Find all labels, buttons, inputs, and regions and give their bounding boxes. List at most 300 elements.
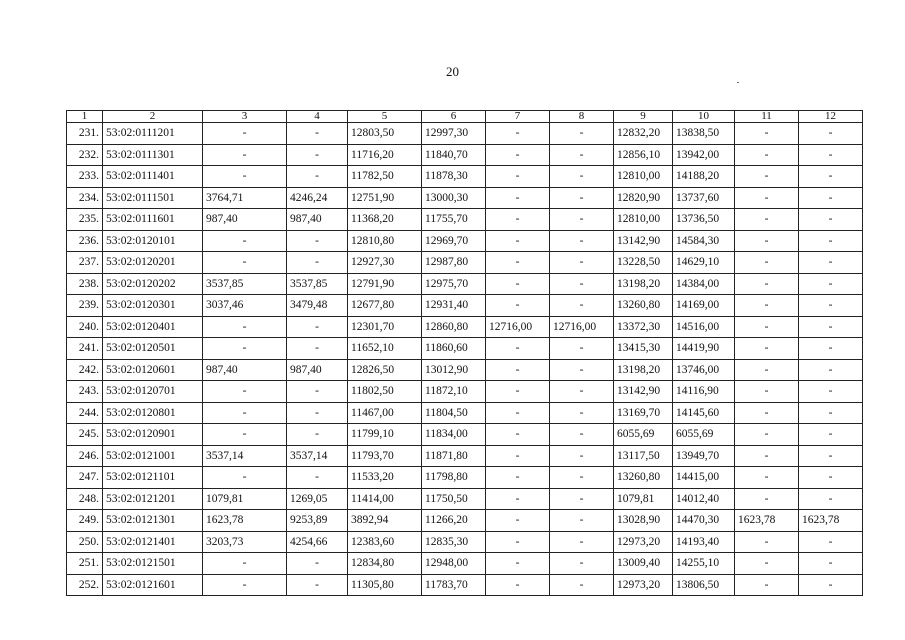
value-cell: -: [735, 381, 799, 403]
cadastral-number-cell: 53:02:0121101: [103, 467, 203, 489]
row-number-cell: 231.: [67, 123, 103, 145]
row-number-cell: 246.: [67, 445, 103, 467]
value-cell: 987,40: [203, 359, 287, 381]
row-number-cell: 242.: [67, 359, 103, 381]
value-cell: 12751,90: [348, 187, 422, 209]
value-cell: -: [203, 252, 287, 274]
value-cell: 13838,50: [673, 123, 735, 145]
value-cell: 987,40: [287, 359, 348, 381]
cadastral-number-cell: 53:02:0120401: [103, 316, 203, 338]
value-cell: -: [486, 166, 550, 188]
table-row: [67, 424, 863, 446]
value-cell: 11414,00: [348, 488, 422, 510]
value-cell: -: [735, 359, 799, 381]
value-cell: -: [735, 424, 799, 446]
value-cell: 12803,50: [348, 123, 422, 145]
value-cell: -: [550, 488, 614, 510]
table-row: [67, 445, 863, 467]
value-cell: 12301,70: [348, 316, 422, 338]
value-cell: 14145,60: [673, 402, 735, 424]
value-cell: -: [799, 424, 863, 446]
value-cell: 13746,00: [673, 359, 735, 381]
value-cell: -: [287, 123, 348, 145]
value-cell: -: [799, 166, 863, 188]
value-cell: -: [735, 553, 799, 575]
value-cell: -: [287, 316, 348, 338]
cadastral-number-cell: 53:02:0120701: [103, 381, 203, 403]
row-number-cell: 248.: [67, 488, 103, 510]
value-cell: 14255,10: [673, 553, 735, 575]
value-cell: 11533,20: [348, 467, 422, 489]
value-cell: -: [550, 187, 614, 209]
column-header: 5: [348, 111, 422, 123]
column-header: 10: [673, 111, 735, 123]
value-cell: -: [799, 209, 863, 231]
table-row: [67, 144, 863, 166]
value-cell: 11750,50: [422, 488, 486, 510]
value-cell: 14470,30: [673, 510, 735, 532]
value-cell: -: [287, 402, 348, 424]
value-cell: 12975,70: [422, 273, 486, 295]
value-cell: -: [799, 338, 863, 360]
table-row: [67, 553, 863, 575]
row-number-cell: 239.: [67, 295, 103, 317]
value-cell: -: [799, 230, 863, 252]
value-cell: 1623,78: [799, 510, 863, 532]
value-cell: -: [550, 445, 614, 467]
value-cell: 13260,80: [614, 467, 673, 489]
value-cell: -: [550, 424, 614, 446]
table-row: [67, 531, 863, 553]
value-cell: -: [550, 531, 614, 553]
column-header: 2: [103, 111, 203, 123]
value-cell: 14516,00: [673, 316, 735, 338]
value-cell: 3537,14: [203, 445, 287, 467]
value-cell: 11793,70: [348, 445, 422, 467]
column-header: 3: [203, 111, 287, 123]
value-cell: 14116,90: [673, 381, 735, 403]
cadastral-number-cell: 53:02:0120501: [103, 338, 203, 360]
value-cell: -: [486, 553, 550, 575]
scan-speck: [737, 82, 739, 83]
value-cell: 12860,80: [422, 316, 486, 338]
row-number-cell: 245.: [67, 424, 103, 446]
value-cell: -: [799, 445, 863, 467]
value-cell: 13737,60: [673, 187, 735, 209]
value-cell: -: [203, 381, 287, 403]
value-cell: -: [287, 144, 348, 166]
value-cell: 13942,00: [673, 144, 735, 166]
table-row: [67, 273, 863, 295]
value-cell: 13736,50: [673, 209, 735, 231]
column-header: 9: [614, 111, 673, 123]
value-cell: 14629,10: [673, 252, 735, 274]
row-number-cell: 252.: [67, 574, 103, 596]
value-cell: -: [486, 295, 550, 317]
value-cell: 12997,30: [422, 123, 486, 145]
row-number-cell: 241.: [67, 338, 103, 360]
value-cell: -: [735, 273, 799, 295]
cadastral-number-cell: 53:02:0121201: [103, 488, 203, 510]
table-row: [67, 359, 863, 381]
value-cell: 13228,50: [614, 252, 673, 274]
value-cell: -: [550, 273, 614, 295]
value-cell: 11834,00: [422, 424, 486, 446]
value-cell: 12973,20: [614, 574, 673, 596]
header-row: [67, 111, 863, 123]
value-cell: -: [486, 359, 550, 381]
value-cell: 12677,80: [348, 295, 422, 317]
value-cell: 4246,24: [287, 187, 348, 209]
table-row: [67, 230, 863, 252]
cadastral-number-cell: 53:02:0111401: [103, 166, 203, 188]
value-cell: -: [735, 531, 799, 553]
value-cell: 12820,90: [614, 187, 673, 209]
value-cell: -: [799, 144, 863, 166]
value-cell: -: [550, 295, 614, 317]
row-number-cell: 237.: [67, 252, 103, 274]
value-cell: -: [486, 209, 550, 231]
table-row: [67, 402, 863, 424]
value-cell: -: [486, 230, 550, 252]
row-number-cell: 235.: [67, 209, 103, 231]
value-cell: -: [799, 273, 863, 295]
value-cell: 13198,20: [614, 359, 673, 381]
table-row: [67, 381, 863, 403]
value-cell: -: [799, 295, 863, 317]
value-cell: -: [486, 381, 550, 403]
value-cell: -: [735, 144, 799, 166]
value-cell: -: [550, 381, 614, 403]
value-cell: 3764,71: [203, 187, 287, 209]
value-cell: 12927,30: [348, 252, 422, 274]
value-cell: -: [550, 209, 614, 231]
row-number-cell: 238.: [67, 273, 103, 295]
value-cell: -: [486, 488, 550, 510]
cadastral-number-cell: 53:02:0111501: [103, 187, 203, 209]
cadastral-number-cell: 53:02:0120301: [103, 295, 203, 317]
value-cell: 12969,70: [422, 230, 486, 252]
value-cell: -: [287, 166, 348, 188]
table-row: [67, 209, 863, 231]
value-cell: 14384,00: [673, 273, 735, 295]
value-cell: 12834,80: [348, 553, 422, 575]
value-cell: -: [486, 574, 550, 596]
value-cell: 13142,90: [614, 381, 673, 403]
value-cell: 12810,00: [614, 166, 673, 188]
row-number-cell: 234.: [67, 187, 103, 209]
value-cell: 12973,20: [614, 531, 673, 553]
value-cell: 11872,10: [422, 381, 486, 403]
value-cell: -: [735, 402, 799, 424]
value-cell: -: [550, 510, 614, 532]
value-cell: 11860,60: [422, 338, 486, 360]
table-row: [67, 123, 863, 145]
value-cell: -: [550, 144, 614, 166]
value-cell: 11716,20: [348, 144, 422, 166]
value-cell: -: [799, 402, 863, 424]
value-cell: -: [287, 381, 348, 403]
cadastral-number-cell: 53:02:0111201: [103, 123, 203, 145]
value-cell: 11878,30: [422, 166, 486, 188]
table-row: [67, 166, 863, 188]
value-cell: -: [486, 273, 550, 295]
value-cell: -: [550, 574, 614, 596]
table-row: [67, 510, 863, 532]
value-cell: -: [799, 187, 863, 209]
value-cell: 14193,40: [673, 531, 735, 553]
value-cell: -: [287, 424, 348, 446]
value-cell: 12948,00: [422, 553, 486, 575]
value-cell: -: [550, 402, 614, 424]
value-cell: 1269,05: [287, 488, 348, 510]
value-cell: -: [550, 230, 614, 252]
value-cell: -: [203, 144, 287, 166]
value-cell: -: [735, 230, 799, 252]
value-cell: -: [550, 467, 614, 489]
value-cell: -: [287, 338, 348, 360]
cadastral-number-cell: 53:02:0120202: [103, 273, 203, 295]
value-cell: -: [486, 123, 550, 145]
value-cell: 1079,81: [203, 488, 287, 510]
value-cell: 3537,85: [203, 273, 287, 295]
value-cell: -: [203, 424, 287, 446]
cadastral-number-cell: 53:02:0121001: [103, 445, 203, 467]
value-cell: -: [799, 553, 863, 575]
value-cell: 12987,80: [422, 252, 486, 274]
value-cell: -: [486, 252, 550, 274]
value-cell: 13000,30: [422, 187, 486, 209]
row-number-cell: 232.: [67, 144, 103, 166]
row-number-cell: 240.: [67, 316, 103, 338]
value-cell: -: [486, 467, 550, 489]
value-cell: -: [799, 381, 863, 403]
value-cell: -: [550, 166, 614, 188]
row-number-cell: 250.: [67, 531, 103, 553]
value-cell: 14169,00: [673, 295, 735, 317]
value-cell: 13372,30: [614, 316, 673, 338]
row-number-cell: 244.: [67, 402, 103, 424]
value-cell: -: [550, 359, 614, 381]
value-cell: 13012,90: [422, 359, 486, 381]
value-cell: -: [799, 488, 863, 510]
cadastral-number-cell: 53:02:0121601: [103, 574, 203, 596]
table-row: [67, 488, 863, 510]
row-number-cell: 247.: [67, 467, 103, 489]
column-header: 12: [799, 111, 863, 123]
value-cell: 13260,80: [614, 295, 673, 317]
value-cell: -: [486, 187, 550, 209]
value-cell: -: [735, 445, 799, 467]
value-cell: -: [486, 445, 550, 467]
value-cell: 3537,14: [287, 445, 348, 467]
value-cell: -: [550, 123, 614, 145]
page-number: 20: [446, 64, 459, 79]
value-cell: 1623,78: [735, 510, 799, 532]
value-cell: 12383,60: [348, 531, 422, 553]
value-cell: 12832,20: [614, 123, 673, 145]
value-cell: -: [203, 402, 287, 424]
value-cell: 13806,50: [673, 574, 735, 596]
column-header: 7: [486, 111, 550, 123]
value-cell: 14419,90: [673, 338, 735, 360]
table-row: [67, 338, 863, 360]
value-cell: -: [203, 574, 287, 596]
value-cell: 12810,00: [614, 209, 673, 231]
value-cell: -: [799, 252, 863, 274]
value-cell: -: [550, 553, 614, 575]
value-cell: 12826,50: [348, 359, 422, 381]
value-cell: 4254,66: [287, 531, 348, 553]
value-cell: 13117,50: [614, 445, 673, 467]
value-cell: -: [735, 166, 799, 188]
value-cell: -: [735, 187, 799, 209]
row-number-cell: 243.: [67, 381, 103, 403]
column-header: 11: [735, 111, 799, 123]
value-cell: -: [799, 123, 863, 145]
value-cell: -: [799, 467, 863, 489]
value-cell: -: [486, 144, 550, 166]
value-cell: 9253,89: [287, 510, 348, 532]
value-cell: 13949,70: [673, 445, 735, 467]
value-cell: 1079,81: [614, 488, 673, 510]
row-number-cell: 233.: [67, 166, 103, 188]
value-cell: 12931,40: [422, 295, 486, 317]
value-cell: -: [287, 574, 348, 596]
value-cell: -: [203, 123, 287, 145]
value-cell: 11804,50: [422, 402, 486, 424]
value-cell: 14012,40: [673, 488, 735, 510]
table-row: [67, 574, 863, 596]
value-cell: -: [486, 531, 550, 553]
value-cell: 11799,10: [348, 424, 422, 446]
value-cell: 12716,00: [550, 316, 614, 338]
value-cell: 3203,73: [203, 531, 287, 553]
value-cell: 1623,78: [203, 510, 287, 532]
value-cell: -: [550, 338, 614, 360]
value-cell: 6055,69: [614, 424, 673, 446]
cadastral-number-cell: 53:02:0121301: [103, 510, 203, 532]
column-header: 1: [67, 111, 103, 123]
value-cell: 13142,90: [614, 230, 673, 252]
value-cell: 13169,70: [614, 402, 673, 424]
value-cell: -: [486, 424, 550, 446]
cadastral-number-cell: 53:02:0120901: [103, 424, 203, 446]
value-cell: 3537,85: [287, 273, 348, 295]
value-cell: 11755,70: [422, 209, 486, 231]
value-cell: 3479,48: [287, 295, 348, 317]
value-cell: 11652,10: [348, 338, 422, 360]
row-number-cell: 236.: [67, 230, 103, 252]
value-cell: 13028,90: [614, 510, 673, 532]
value-cell: -: [735, 295, 799, 317]
table-row: [67, 467, 863, 489]
value-cell: -: [799, 359, 863, 381]
value-cell: -: [203, 553, 287, 575]
cadastral-number-cell: 53:02:0111301: [103, 144, 203, 166]
cadastral-number-cell: 53:02:0120101: [103, 230, 203, 252]
value-cell: 13009,40: [614, 553, 673, 575]
table-row: [67, 295, 863, 317]
value-cell: 987,40: [203, 209, 287, 231]
table-row: [67, 187, 863, 209]
value-cell: -: [735, 467, 799, 489]
value-cell: 13198,20: [614, 273, 673, 295]
column-header: 8: [550, 111, 614, 123]
value-cell: 3892,94: [348, 510, 422, 532]
cadastral-number-cell: 53:02:0120801: [103, 402, 203, 424]
value-cell: 11840,70: [422, 144, 486, 166]
value-cell: 11871,80: [422, 445, 486, 467]
value-cell: -: [735, 209, 799, 231]
value-cell: 12835,30: [422, 531, 486, 553]
table-row: [67, 316, 863, 338]
value-cell: 11798,80: [422, 467, 486, 489]
value-cell: 11368,20: [348, 209, 422, 231]
value-cell: 12716,00: [486, 316, 550, 338]
value-cell: -: [203, 316, 287, 338]
value-cell: -: [287, 467, 348, 489]
cadastral-number-cell: 53:02:0120201: [103, 252, 203, 274]
row-number-cell: 249.: [67, 510, 103, 532]
table-row: [67, 252, 863, 274]
value-cell: 6055,69: [673, 424, 735, 446]
cadastral-number-cell: 53:02:0120601: [103, 359, 203, 381]
value-cell: -: [203, 467, 287, 489]
value-cell: 11467,00: [348, 402, 422, 424]
cadastral-number-cell: 53:02:0121401: [103, 531, 203, 553]
value-cell: 14584,30: [673, 230, 735, 252]
value-cell: -: [287, 230, 348, 252]
value-cell: -: [735, 574, 799, 596]
value-cell: -: [203, 166, 287, 188]
value-cell: -: [735, 338, 799, 360]
value-cell: 11266,20: [422, 510, 486, 532]
value-cell: 14188,20: [673, 166, 735, 188]
value-cell: 12856,10: [614, 144, 673, 166]
value-cell: -: [287, 252, 348, 274]
value-cell: -: [735, 123, 799, 145]
value-cell: -: [486, 510, 550, 532]
row-number-cell: 251.: [67, 553, 103, 575]
value-cell: -: [550, 252, 614, 274]
value-cell: 13415,30: [614, 338, 673, 360]
value-cell: -: [799, 316, 863, 338]
value-cell: -: [735, 252, 799, 274]
value-cell: -: [203, 230, 287, 252]
value-cell: -: [735, 316, 799, 338]
value-cell: 12810,80: [348, 230, 422, 252]
data-table: [66, 110, 863, 596]
column-header: 6: [422, 111, 486, 123]
value-cell: -: [203, 338, 287, 360]
value-cell: -: [486, 402, 550, 424]
cadastral-number-cell: 53:02:0111601: [103, 209, 203, 231]
value-cell: 3037,46: [203, 295, 287, 317]
value-cell: 14415,00: [673, 467, 735, 489]
value-cell: 987,40: [287, 209, 348, 231]
column-header: 4: [287, 111, 348, 123]
value-cell: 12791,90: [348, 273, 422, 295]
value-cell: 11782,50: [348, 166, 422, 188]
value-cell: -: [735, 488, 799, 510]
value-cell: 11305,80: [348, 574, 422, 596]
value-cell: 11802,50: [348, 381, 422, 403]
value-cell: -: [287, 553, 348, 575]
value-cell: 11783,70: [422, 574, 486, 596]
value-cell: -: [486, 338, 550, 360]
value-cell: -: [799, 531, 863, 553]
